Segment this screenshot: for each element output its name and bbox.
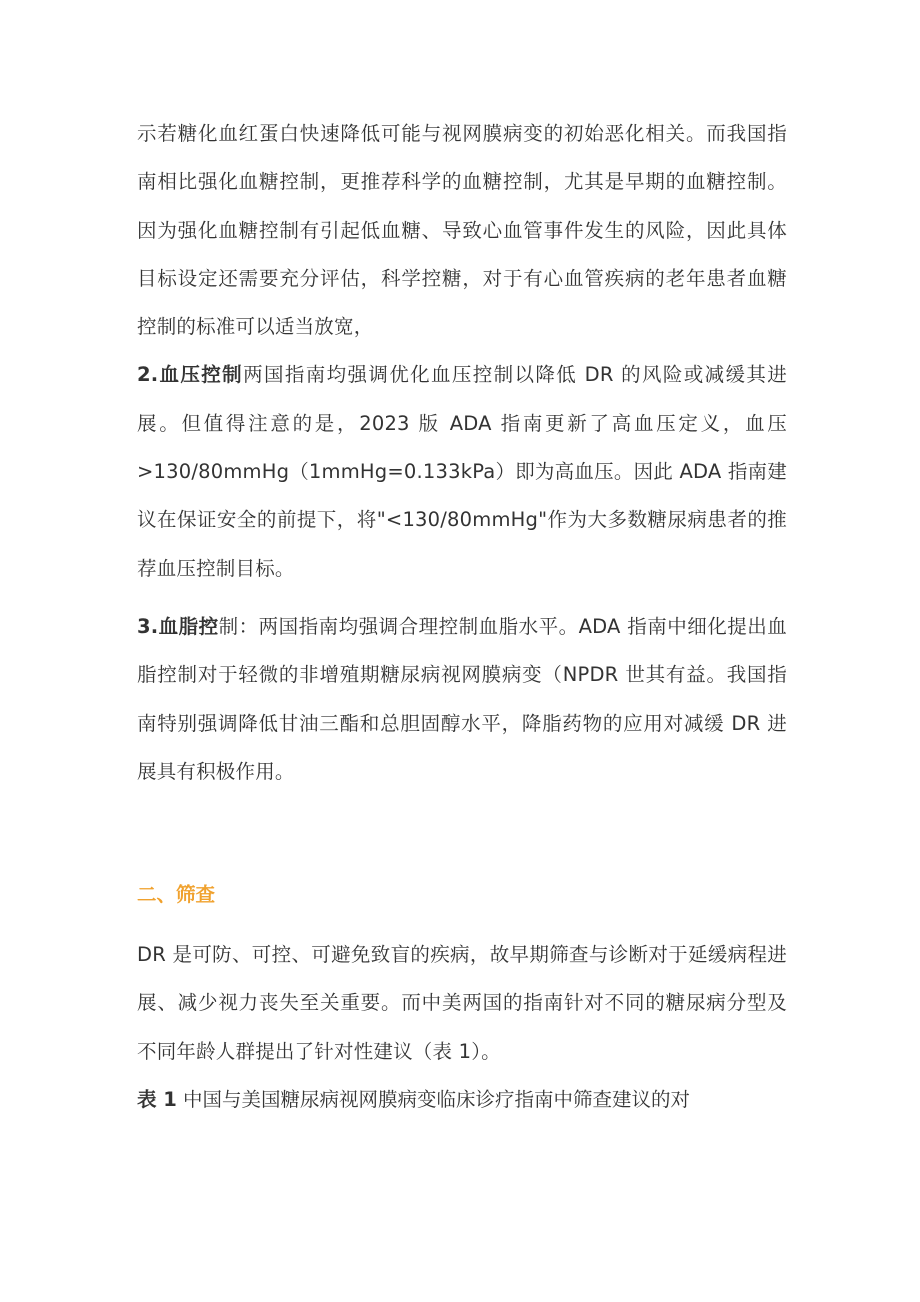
table-caption [137, 1076, 787, 1124]
paragraph-blood-pressure-control [137, 351, 787, 592]
paragraph-screening: DR 是可防、可控、可避免致盲的疾病，故早期筛查与诊断对于延缓病程进展、减少视力丧失至关重要。而中美两国的指南针对不同的糖尿病分型及不同年龄人群提出了针对性建议（表 1）。 [137, 943, 787, 1063]
section-label-blood-pressure: 2.血压控制 [137, 363, 244, 387]
paragraph-text-blood-pressure: 两国指南均强调优化血压控制以降低 DR 的风险或减缓其进展。但值得注意的是，2023 版 ADA 指南更新了高血压定义，血压>130/80mmHg（1mmHg=0.133kPa）即为高血压。因此 ADA 指南建议在保证安全的前提下，将"<130/80mmHg"作为大多数糖尿病患者的推荐血压控制目标。 [137, 363, 787, 580]
table-caption-label: 表 1 [137, 1088, 177, 1112]
document-page [137, 110, 787, 1124]
paragraph-text-lipid: 制：两国指南均强调合理控制血脂水平。ADA 指南中细化提出血脂控制对于轻微的非增殖期糖尿病视网膜病变（NPDR 世其有益。我国指南特别强调降低甘油三酯和总胆固醇水平，降脂药物的应用对减缓 DR 进展具有积极作用。 [137, 614, 787, 783]
section-heading-screening: 二、筛查 [137, 883, 216, 907]
table-caption-text: 中国与美国糖尿病视网膜病变临床诊疗指南中筛查建议的对 [176, 1088, 691, 1112]
section-label-lipid: 3.血脂控 [137, 614, 219, 638]
paragraph-glucose-control: 示若糖化血红蛋白快速降低可能与视网膜病变的初始恶化相关。而我国指南相比强化血糖控制，更推荐科学的血糖控制，尤其是早期的血糖控制。因为强化血糖控制有引起低血糖、导致心血管事件发生的风险，因此具体目标设定还需要充分评估，科学控糖，对于有心血管疾病的老年患者血糖控制的标准可以适当放宽， [137, 122, 787, 339]
paragraph-lipid-control [137, 603, 787, 796]
